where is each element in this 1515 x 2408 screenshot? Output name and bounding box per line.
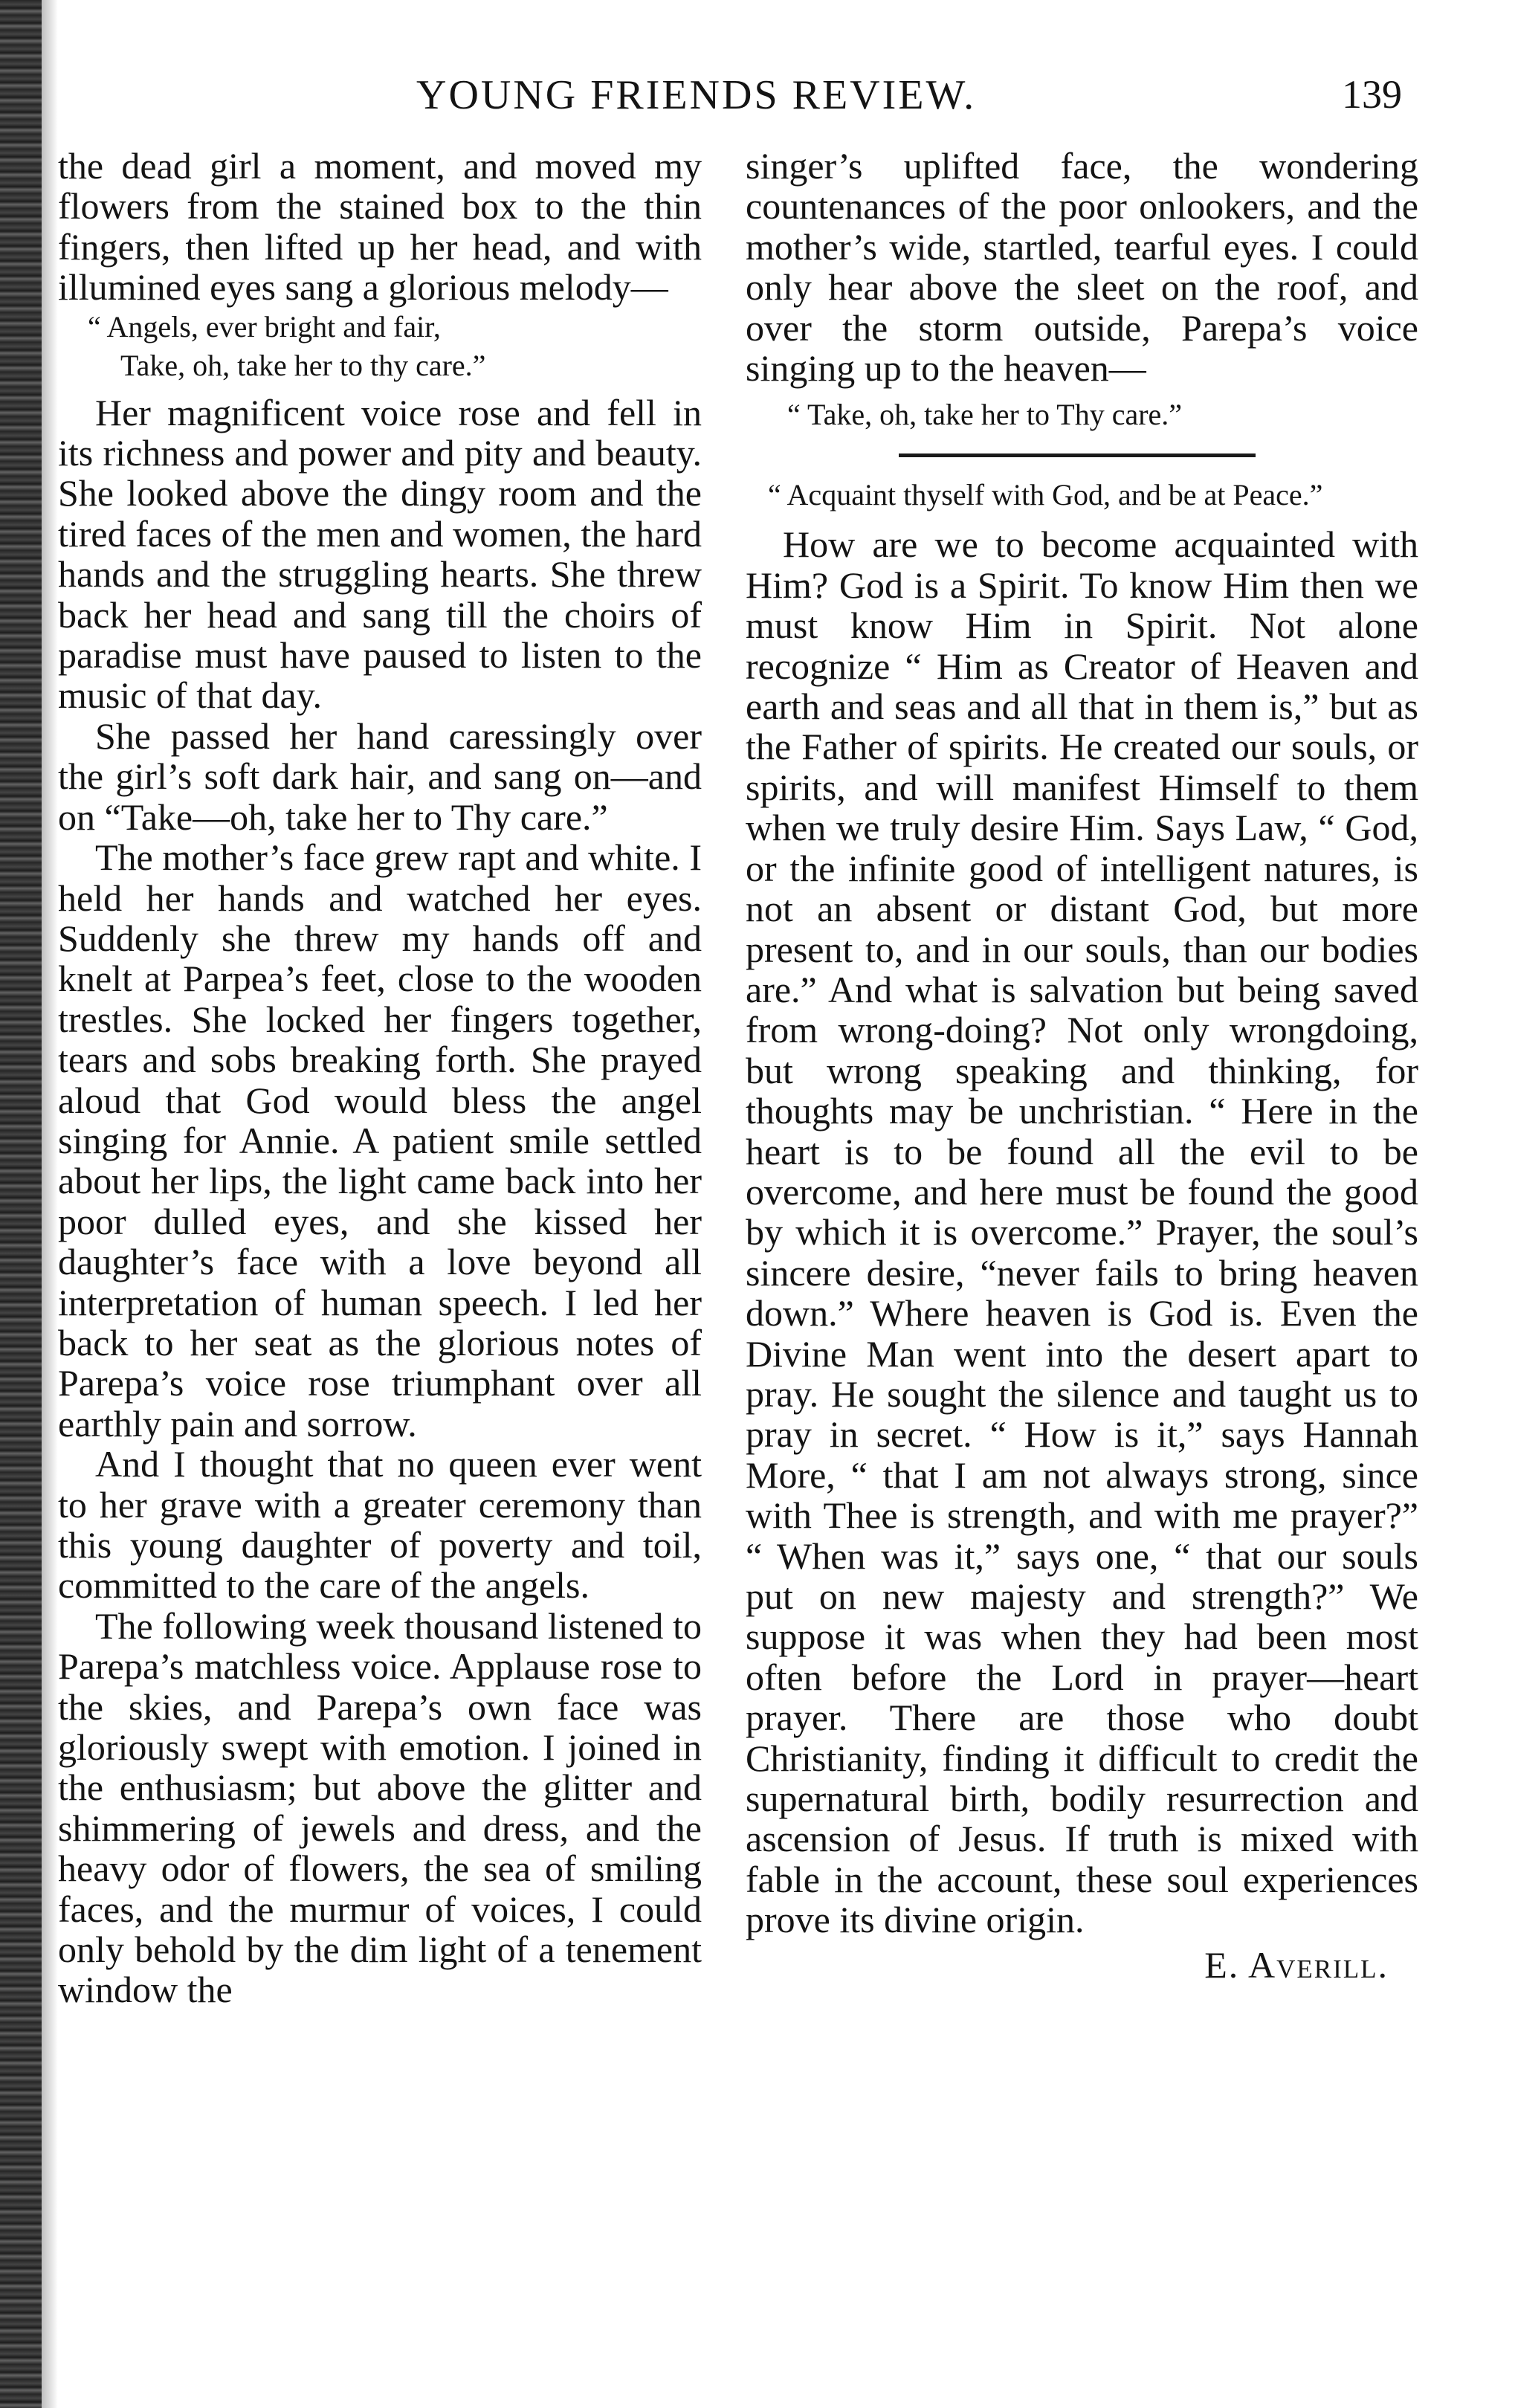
paragraph: The mother’s face grew rapt and white. I held her hands and watched her eyes. Suddenly she threw my hands off and knelt at Parpea’s feet, close to the wooden trestles. She locked her fingers together, tears and sobs breaking forth. She prayed aloud that God would bless the angel singing for Annie. A patient smile settled about her lips, the light came back into her poor dulled eyes, and she kissed her daughter’s face with a love beyond all interpretation of human speech. I led her back to her seat as the glorious notes of Parepa’s voice rose triumphant over all earthly pain and sorrow. — [58, 836, 702, 1445]
paragraph: She passed her hand caressingly over the girl’s soft dark hair, and sang on—and on “Take—oh, take her to Thy care.” — [58, 714, 702, 838]
section-divider — [899, 453, 1256, 457]
running-title: YOUNG FRIENDS REVIEW. — [416, 72, 977, 118]
right-column — [746, 146, 1418, 1985]
paragraph: The following week thousand listened to Parepa’s matchless voice. Applause rose to the skies, and Parepa’s own face was gloriously swept with emotion. I joined in the enthusiasm; but above the glitter and shimmering of jewels and dress, and the heavy odor of flowers, the sea of smiling faces, and the murmur of voices, I could only behold by the dim light of a tenement window the — [58, 1604, 702, 2011]
left-column — [58, 146, 702, 2010]
paragraph: singer’s uplifted face, the wondering countenances of the poor onlookers, and the mother’s wide, startled, tearful eyes. I could only hear above the sleet on the roof, and over the storm outside, Parepa’s voice singing up to the heaven— — [746, 145, 1418, 390]
verse-quote: “ Take, oh, take her to Thy care.” — [787, 398, 1183, 432]
paragraph: How are we to become acquainted with Him? God is a Spirit. To know Him then we must know Him in Spirit. Not alone recognize “ Him as Creator of Heaven and earth and seas and all that in them is,” but as the Father of spirits. He created our souls, or spirits, and will manifest Himself to them when we truly desire Him. Says Law, “ God, or the infinite good of intelligent natures, is not an absent or distant God, but more present to, and in our souls, than our bodies are.” And what is salvation but being saved from wrong-doing? Not only wrongdoing, but wrong speaking and thinking, for thoughts may be unchristian. “ Here in the heart is to be found all the evil to be overcome, and here must be found the good by which it is overcome.” Prayer, the soul’s sincere desire, “never fails to bring heaven down.” Where heaven is God is. Even the Divine Man went into the desert apart to pray. He sought the silence and taught us to pray in secret. “ How is it,” says Hannah More, “ that I am not always strong, since with Thee is strength, and with me prayer?” “ When was it,” says one, “ that our souls put on new majesty and strength?” We suppose it was when they had been most often before the Lord in prayer—heart prayer. There are those who doubt Christianity, finding it difficult to credit the supernatural birth, bodily resurrection and ascension of Jesus. If truth is mixed with fable in the account, these soul experiences prove its divine origin. — [746, 523, 1418, 1941]
epigraph: “ Acquaint thyself with God, and be at Peace.” — [768, 478, 1323, 512]
verse-line: Take, oh, take her to thy care.” — [120, 348, 486, 382]
book-spine-shadow — [0, 0, 42, 2408]
paragraph: the dead girl a moment, and moved my flowers from the stained box to the thin fingers, then lifted up her head, and with illumined eyes sang a glorious melody— — [58, 145, 702, 309]
page-header — [0, 71, 1515, 131]
paragraph: And I thought that no queen ever went to her grave with a greater ceremony than this young daughter of poverty and toil, committed to the care of the angels. — [58, 1443, 702, 1607]
page-gutter-shadow — [42, 0, 58, 2408]
author-signature: E. Averill. — [1204, 1943, 1389, 1986]
verse-quote — [58, 308, 702, 385]
page-number: 139 — [1342, 72, 1402, 117]
paragraph: Her magnificent voice rose and fell in its richness and power and pity and beauty. She looked above the dingy room and the tired faces of the men and women, the hard hands and the struggling hearts. She threw back her head and sang till the choirs of paradise must have paused to listen to the music of that day. — [58, 391, 702, 717]
verse-line: “ Angels, ever bright and fair, — [88, 309, 441, 343]
